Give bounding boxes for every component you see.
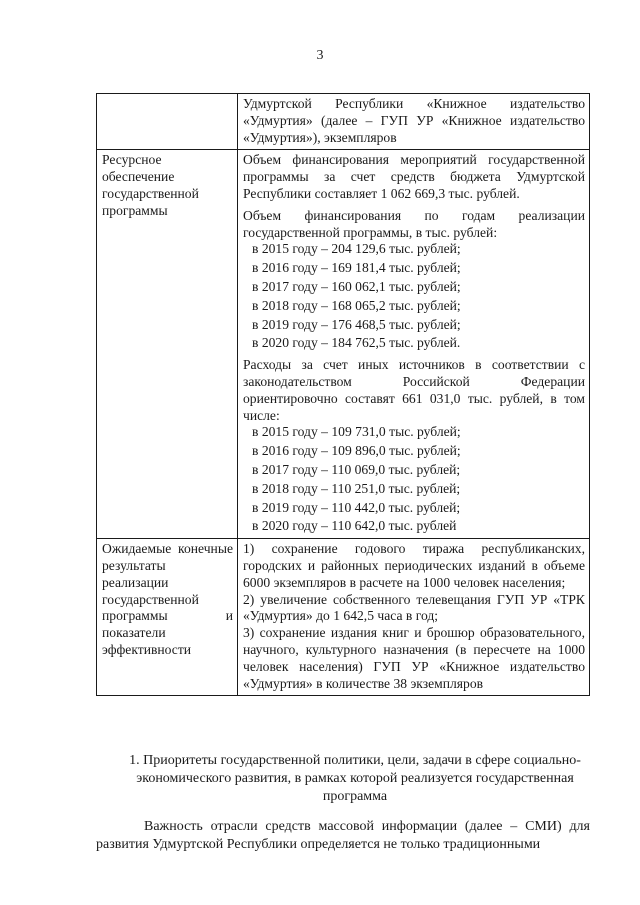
budget-year-item: в 2015 году – 204 129,6 тыс. рублей;: [252, 241, 461, 257]
other-sources-year-item: в 2020 году – 110 642,0 тыс. рублей: [252, 518, 457, 534]
budget-year-item: в 2018 году – 168 065,2 тыс. рублей;: [252, 297, 461, 313]
other-sources-year-item: в 2017 году – 110 069,0 тыс. рублей;: [252, 461, 461, 477]
result-item: 2) увеличение собственного телевещания ГУП УР «ТРК «Удмуртия» до 1 642,5 часа в год;: [243, 591, 585, 624]
body-paragraph: Важность отрасли средств массовой информации (далее – СМИ) для развития Удмуртской Республики определяется не только традиционными: [96, 819, 590, 852]
other-sources-year-item: в 2018 году – 110 251,0 тыс. рублей;: [252, 480, 461, 496]
row-label-expected-results: Ожидаемые конечные результаты реализации государственной программы и показатели эффективности: [97, 539, 238, 696]
label-cell-empty: [97, 94, 238, 150]
budget-total-paragraph: Объем финансирования мероприятий государственной программы за счет средств бюджета Удмуртской Республики составляет 1 062 669,3 тыс. рублей.: [243, 152, 585, 201]
result-item: 3) сохранение издания книг и брошюр образовательного, научного, культурного назначения (в пересчете на 1000 человек населения) ГУП УР «Книжное издательство «Удмуртия» в количестве 38 экземпляров: [243, 625, 585, 691]
table-row: [97, 539, 590, 696]
other-sources-year-item: в 2019 году – 110 442,0 тыс. рублей;: [252, 499, 461, 515]
other-sources-year-item: в 2015 году – 109 731,0 тыс. рублей;: [252, 424, 461, 440]
other-sources-paragraph: Расходы за счет иных источников в соответствии с законодательством Российской Федерации ориентировочно составят 661 031,0 тыс. рублей, в том числе:: [243, 357, 585, 423]
budget-year-item: в 2016 году – 169 181,4 тыс. рублей;: [252, 260, 461, 276]
table-row: [97, 94, 590, 150]
row-label-resources: Ресурсное обеспечение государственной программы: [97, 150, 238, 539]
result-item: 1) сохранение годового тиража республиканских, городских и районных периодических изданий в объеме 6000 экземпляров в расчете на 1000 человек населения;: [243, 541, 585, 590]
budget-year-item: в 2017 году – 160 062,1 тыс. рублей;: [252, 278, 461, 294]
budget-by-year-intro: Объем финансирования по годам реализации государственной программы, в тыс. рублей:: [243, 207, 585, 240]
other-sources-year-item: в 2016 году – 109 896,0 тыс. рублей;: [252, 443, 461, 459]
continuation-text: Удмуртской Республики «Книжное издательство «Удмуртия» (далее – ГУП УР «Книжное издательство «Удмуртия»), экземпляров: [243, 96, 585, 145]
value-cell: [238, 539, 590, 696]
value-cell: [238, 150, 590, 539]
budget-year-item: в 2020 году – 184 762,5 тыс. рублей.: [252, 335, 461, 351]
budget-year-item: в 2019 году – 176 468,5 тыс. рублей;: [252, 316, 461, 332]
value-cell: [238, 94, 590, 150]
page-number: 3: [316, 48, 324, 63]
section-heading: 1. Приоритеты государственной политики, цели, задачи в сфере социально-экономического развития, в рамках которой реализуется государственная программа: [129, 753, 581, 804]
program-passport-table: [96, 93, 590, 696]
table-row: [97, 150, 590, 539]
